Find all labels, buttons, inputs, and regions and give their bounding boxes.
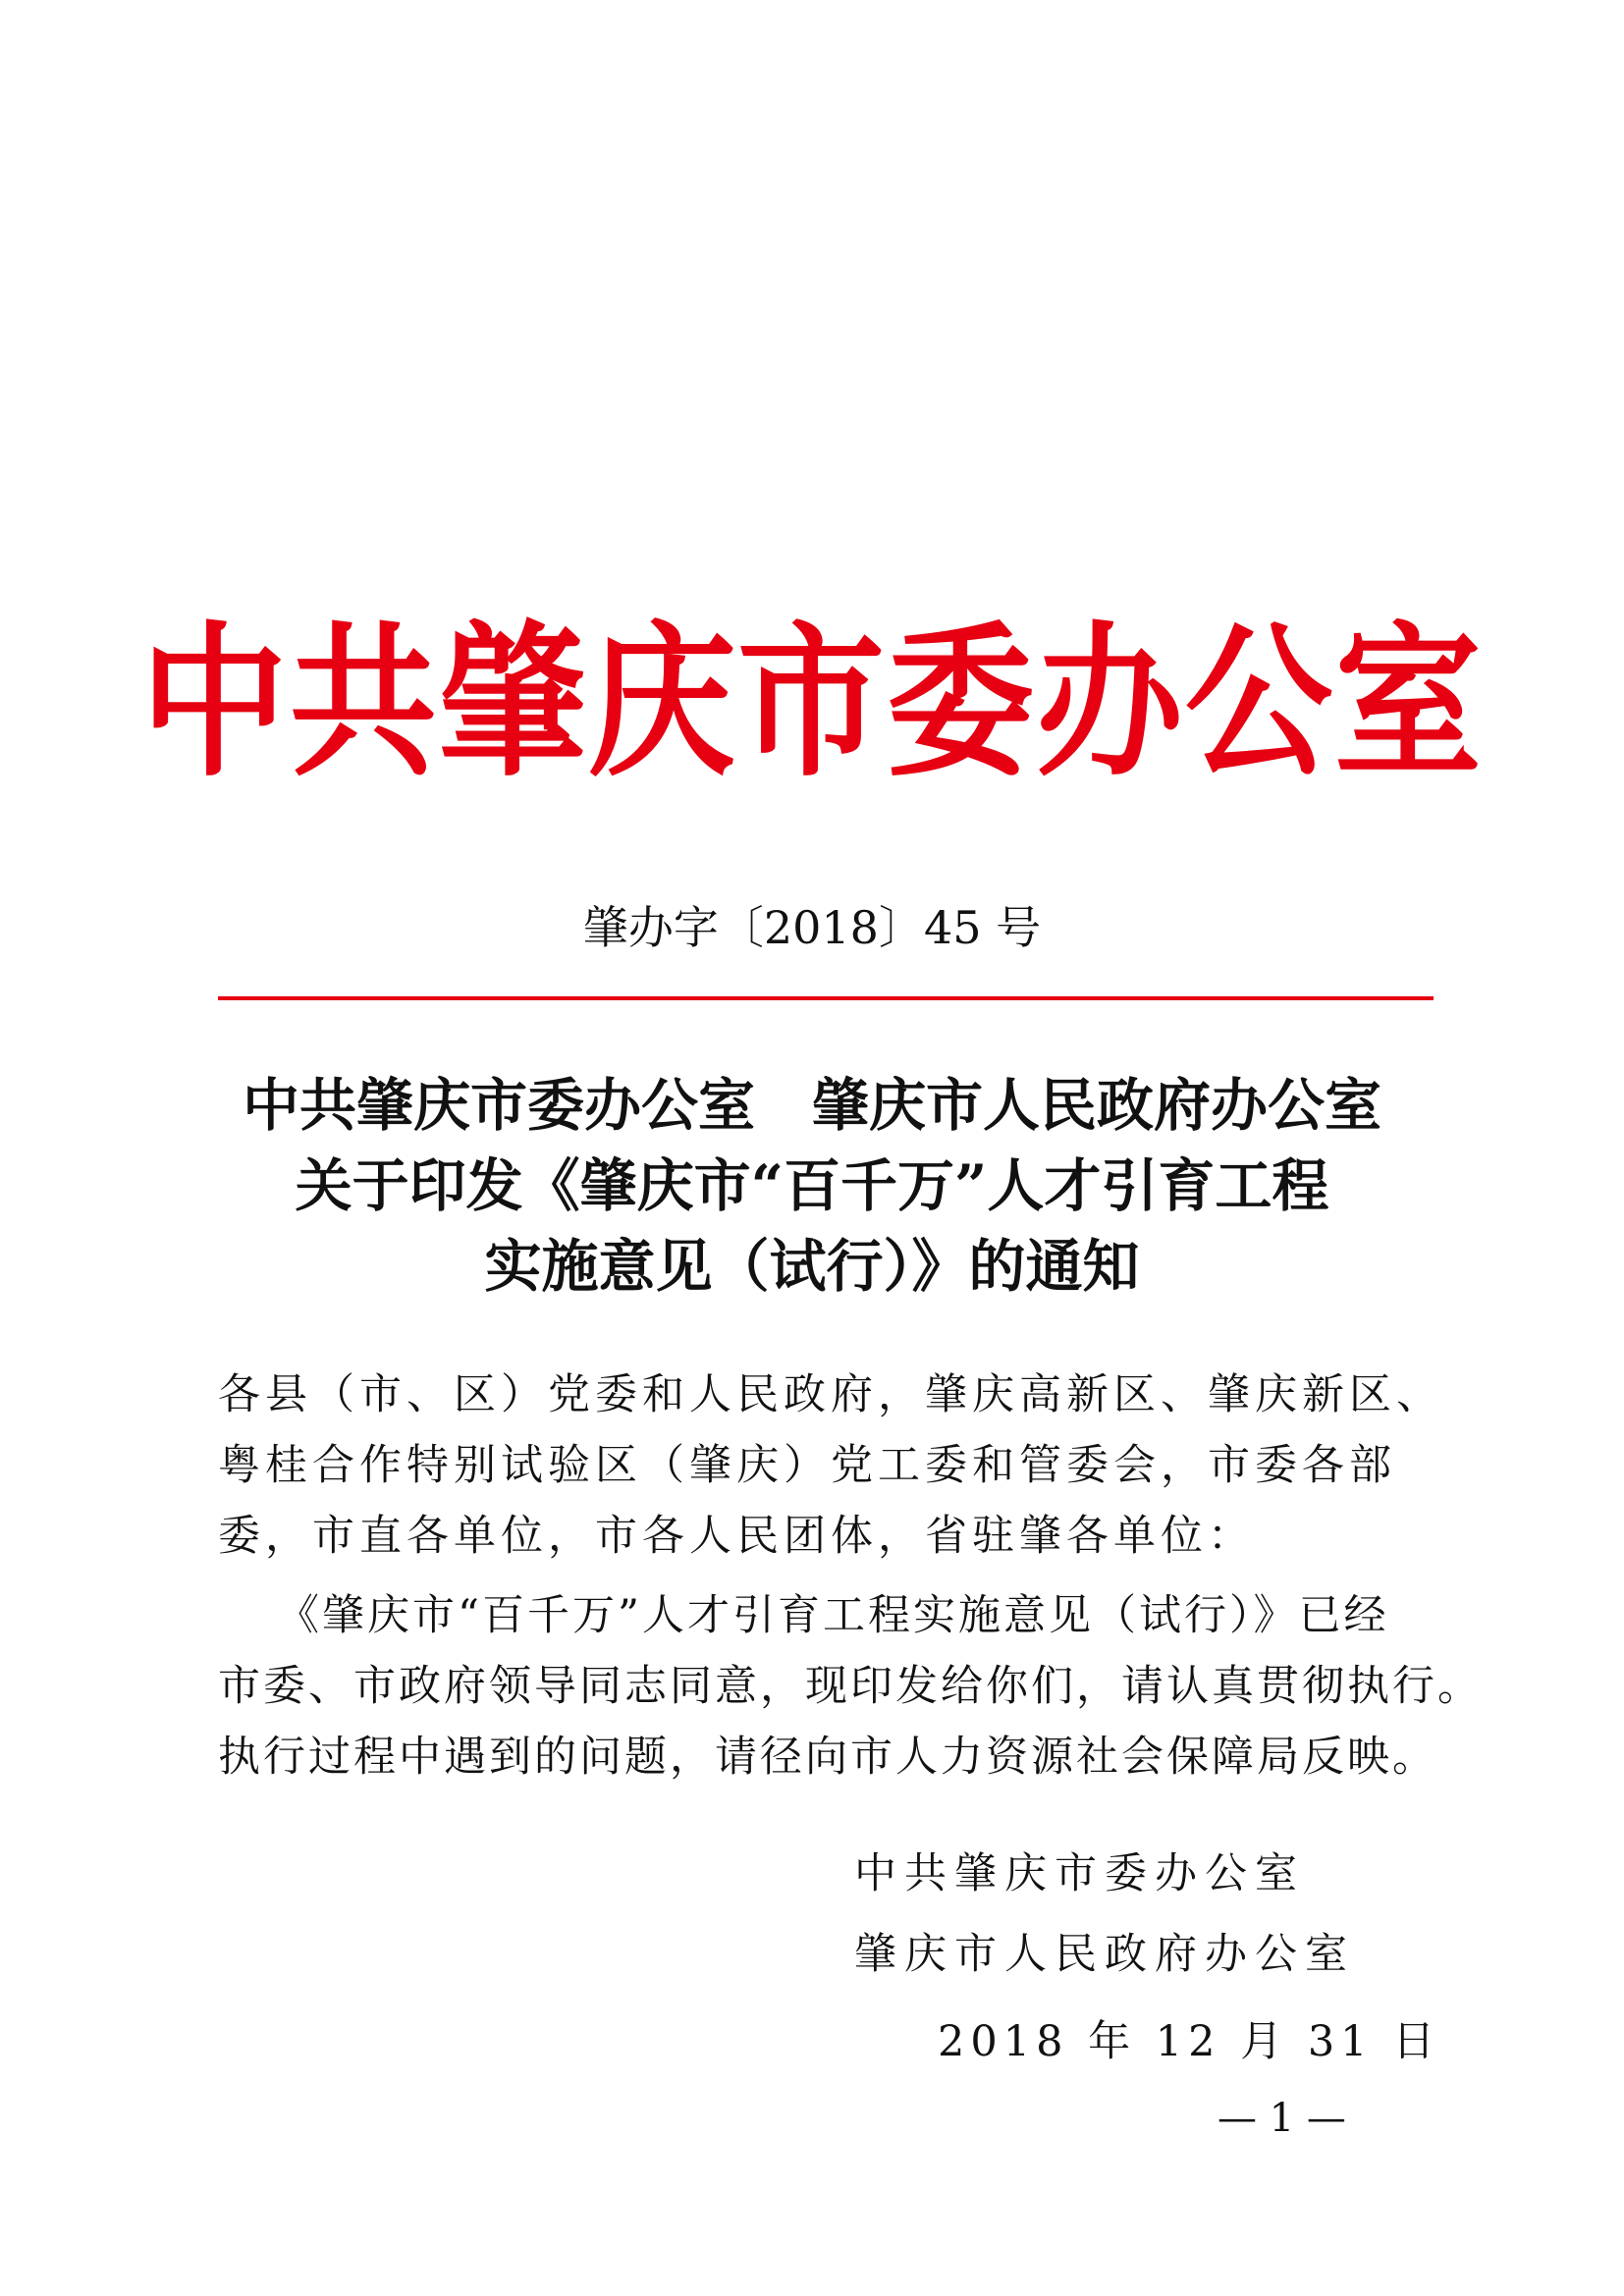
notice-title [196,1065,1428,1307]
notice-title-line: 中共肇庆市委办公室 肇庆市人民政府办公室 [242,1072,1381,1139]
addressee-block [218,1360,1443,1572]
notice-title-line: 实施意见（试行）》的通知 [484,1233,1140,1300]
issuing-organ-title: 中共肇庆市委办公室 [139,606,1484,800]
page-number: — 1 — [1218,2096,1346,2141]
addressee-line: 粤桂合作特别试验区（肇庆）党工委和管委会，市委各部 [218,1441,1396,1490]
body-line: 市委、市政府领导同志同意，现印发给你们，请认真贯彻执行。 [218,1662,1483,1711]
red-separator-line [218,996,1434,1000]
addressee-line: 委，市直各单位，市各人民团体，省驻肇各单位： [218,1512,1255,1561]
notice-title-line: 关于印发《肇庆市“百千万”人才引育工程 [295,1152,1329,1219]
body-line: 执行过程中遇到的问题，请径向市人力资源社会保障局反映。 [218,1733,1437,1782]
issue-date: 2018 年 12 月 31 日 [938,2017,1441,2066]
body-paragraph [218,1580,1483,1792]
body-line: 《肇庆市“百千万”人才引育工程实施意见（试行）》已经 [277,1591,1389,1640]
signature-line: 肇庆市人民政府办公室 [854,1930,1355,1979]
signature-line: 中共肇庆市委办公室 [854,1849,1305,1898]
document-number: 肇办字〔2018〕45 号 [582,901,1042,954]
addressee-line: 各县（市、区）党委和人民政府，肇庆高新区、肇庆新区、 [218,1370,1443,1419]
signature-block [854,1834,1365,1995]
